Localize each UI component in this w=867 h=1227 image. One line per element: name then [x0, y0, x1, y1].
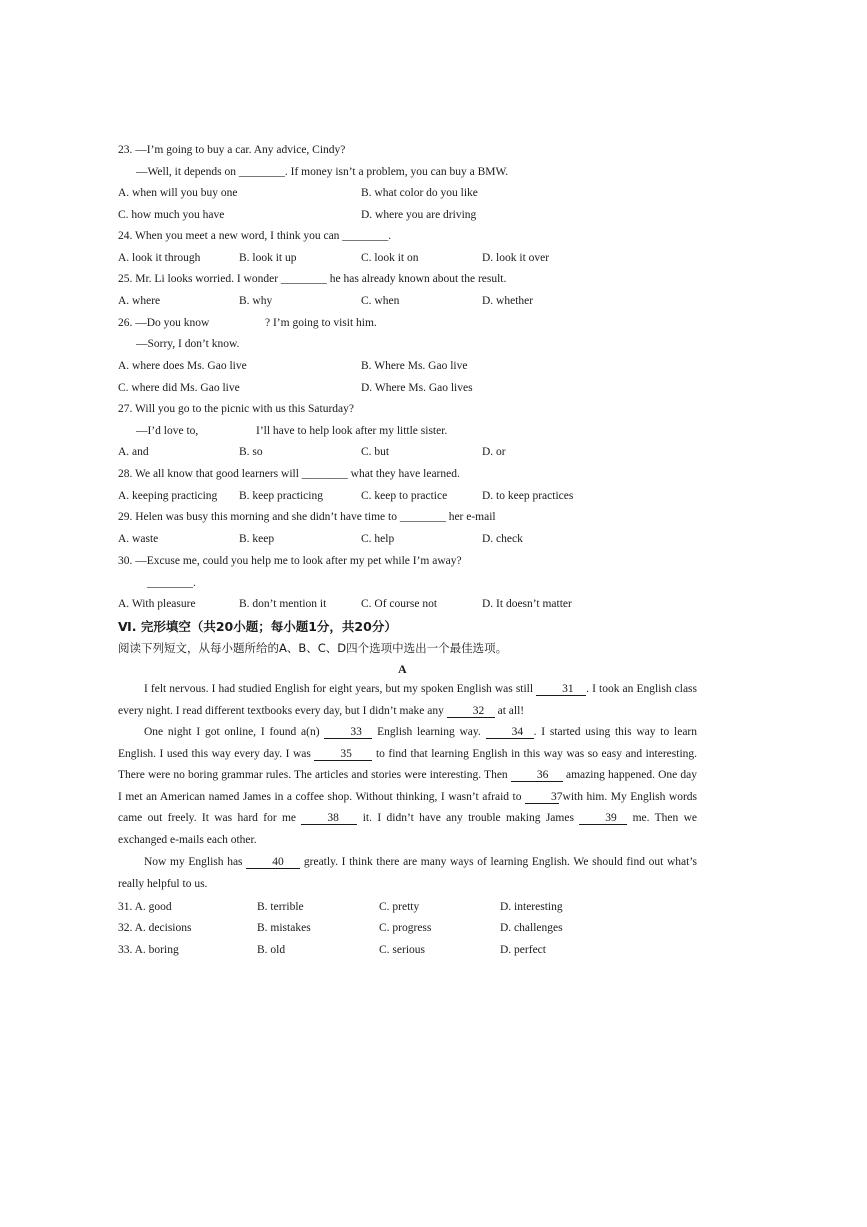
- q28-option-d: D. to keep practices: [482, 490, 574, 502]
- cloze-31-option-d: D. interesting: [500, 901, 563, 913]
- q28-option-a: A. keeping practicing: [118, 490, 218, 502]
- q29-stem: 29. Helen was busy this morning and she didn’t have time to ________ her e-mail: [118, 511, 496, 523]
- cloze-32-option-b: B. mistakes: [257, 922, 311, 934]
- passage-title: A: [398, 662, 407, 676]
- cloze-31-option-c: C. pretty: [379, 901, 420, 913]
- passage-text: me. Then we exchanged e-mails each other.: [118, 812, 698, 846]
- q24-option-d: D. look it over: [482, 252, 550, 264]
- q24-option-c: C. look it on: [361, 252, 419, 264]
- passage-text: Now my English has: [144, 856, 243, 868]
- q27-reply-end: I’ll have to help look after my little sister.: [256, 425, 448, 437]
- passage-text: English learning way.: [377, 726, 481, 738]
- q23-option-d: D. where you are driving: [361, 209, 477, 221]
- q23-option-c: C. how much you have: [118, 209, 225, 221]
- passage-text: greatly. I think there are many ways of learning English. We should find out what’s really helpful to us.: [118, 856, 698, 890]
- blank-37: 37: [525, 791, 559, 804]
- q28-stem: 28. We all know that good learners will ________ what they have learned.: [118, 468, 460, 480]
- q26-option-b: B. Where Ms. Gao live: [361, 360, 468, 372]
- blank-39: 39: [579, 812, 627, 825]
- cloze-31-option-a: 31. A. good: [118, 901, 172, 913]
- q26-option-a: A. where does Ms. Gao live: [118, 360, 247, 372]
- passage-text: to find that learning English in this way was so easy and interesting. There were no boring grammar rules. The articles and stories were interesting. Then: [118, 747, 698, 782]
- q30-option-a: A. With pleasure: [118, 598, 196, 610]
- q26-option-c: C. where did Ms. Gao live: [118, 382, 240, 394]
- cloze-32-option-d: D. challenges: [500, 922, 563, 934]
- q26-option-d: D. Where Ms. Gao lives: [361, 382, 473, 394]
- q26-stem-start: 26. —Do you know: [118, 317, 210, 329]
- passage-paragraph-2: [118, 722, 697, 852]
- q24-option-b: B. look it up: [239, 252, 297, 264]
- passage-text: amazing happened. One day I met an American named James in a coffee shop. Without thinking, I wasn’t afraid to: [118, 769, 698, 803]
- blank-40: 40: [246, 856, 300, 869]
- blank-31: 31: [536, 683, 586, 696]
- q26-reply: —Sorry, I don’t know.: [136, 338, 240, 350]
- passage-text: it. I didn’t have any trouble making James: [362, 812, 574, 825]
- q25-option-b: B. why: [239, 295, 273, 307]
- passage-text: . I took an English class every night. I read different textbooks every day, but I didn’t make any: [118, 683, 698, 717]
- q29-option-b: B. keep: [239, 533, 275, 545]
- q30-stem: 30. —Excuse me, could you help me to look after my pet while I’m away?: [118, 555, 462, 567]
- q29-option-d: D. check: [482, 533, 523, 545]
- blank-32: 32: [447, 705, 495, 718]
- q25-option-c: C. when: [361, 295, 400, 307]
- q23-option-b: B. what color do you like: [361, 187, 478, 199]
- q28-option-c: C. keep to practice: [361, 490, 448, 502]
- section-heading: Ⅵ. 完形填空（共20小题；每小题1分，共20分）: [118, 619, 397, 634]
- blank-33: 33: [324, 726, 372, 739]
- q23-reply: —Well, it depends on ________. If money isn’t a problem, you can buy a BMW.: [136, 166, 509, 178]
- cloze-32-option-c: C. progress: [379, 922, 432, 934]
- q30-option-b: B. don’t mention it: [239, 598, 327, 610]
- blank-38: 38: [301, 812, 357, 825]
- q26-stem-end: ? I’m going to visit him.: [265, 317, 377, 329]
- passage-paragraph-3: [118, 852, 697, 895]
- cloze-33-option-c: C. serious: [379, 944, 425, 956]
- q25-option-d: D. whether: [482, 295, 534, 307]
- q30-option-d: D. It doesn’t matter: [482, 598, 572, 610]
- q27-option-d: D. or: [482, 446, 506, 458]
- passage-text: One night I got online, I found a(n): [144, 726, 320, 738]
- q30-reply-blank: ________.: [147, 577, 196, 589]
- passage-text: . I started using this way to learn English. I used this way every day. I was: [118, 726, 698, 760]
- section-instruction: 阅读下列短文，从每小题所给的A、B、C、D四个选项中选出一个最佳选项。: [118, 641, 508, 655]
- passage-text: at all!: [497, 704, 525, 717]
- q27-option-b: B. so: [239, 446, 263, 458]
- passage-text: with him. My English words came out freely. It was hard for me: [118, 790, 698, 825]
- q27-reply-start: —I’d love to,: [136, 425, 199, 437]
- q30-option-c: C. Of course not: [361, 598, 438, 610]
- cloze-32-option-a: 32. A. decisions: [118, 922, 192, 934]
- q23-option-a: A. when will you buy one: [118, 187, 238, 199]
- blank-36: 36: [511, 769, 563, 782]
- blank-35: 35: [314, 748, 372, 761]
- blank-34: 34: [486, 726, 534, 739]
- q27-option-c: C. but: [361, 446, 390, 458]
- q28-option-b: B. keep practicing: [239, 490, 323, 502]
- q25-option-a: A. where: [118, 295, 161, 307]
- passage-paragraph-1: [118, 679, 697, 722]
- cloze-33-option-a: 33. A. boring: [118, 944, 179, 956]
- q29-option-c: C. help: [361, 533, 395, 545]
- cloze-33-option-b: B. old: [257, 944, 286, 956]
- q24-option-a: A. look it through: [118, 252, 201, 264]
- q29-option-a: A. waste: [118, 533, 159, 545]
- q27-stem: 27. Will you go to the picnic with us this Saturday?: [118, 403, 355, 415]
- q25-stem: 25. Mr. Li looks worried. I wonder ________ he has already known about the result.: [118, 273, 507, 285]
- cloze-33-option-d: D. perfect: [500, 944, 546, 956]
- q27-option-a: A. and: [118, 446, 149, 458]
- cloze-31-option-b: B. terrible: [257, 901, 304, 913]
- passage-text: I felt nervous. I had studied English for eight years, but my spoken English was still: [144, 683, 534, 695]
- q24-stem: 24. When you meet a new word, I think you can ________.: [118, 230, 392, 242]
- q23-stem: 23. —I’m going to buy a car. Any advice, Cindy?: [118, 144, 346, 156]
